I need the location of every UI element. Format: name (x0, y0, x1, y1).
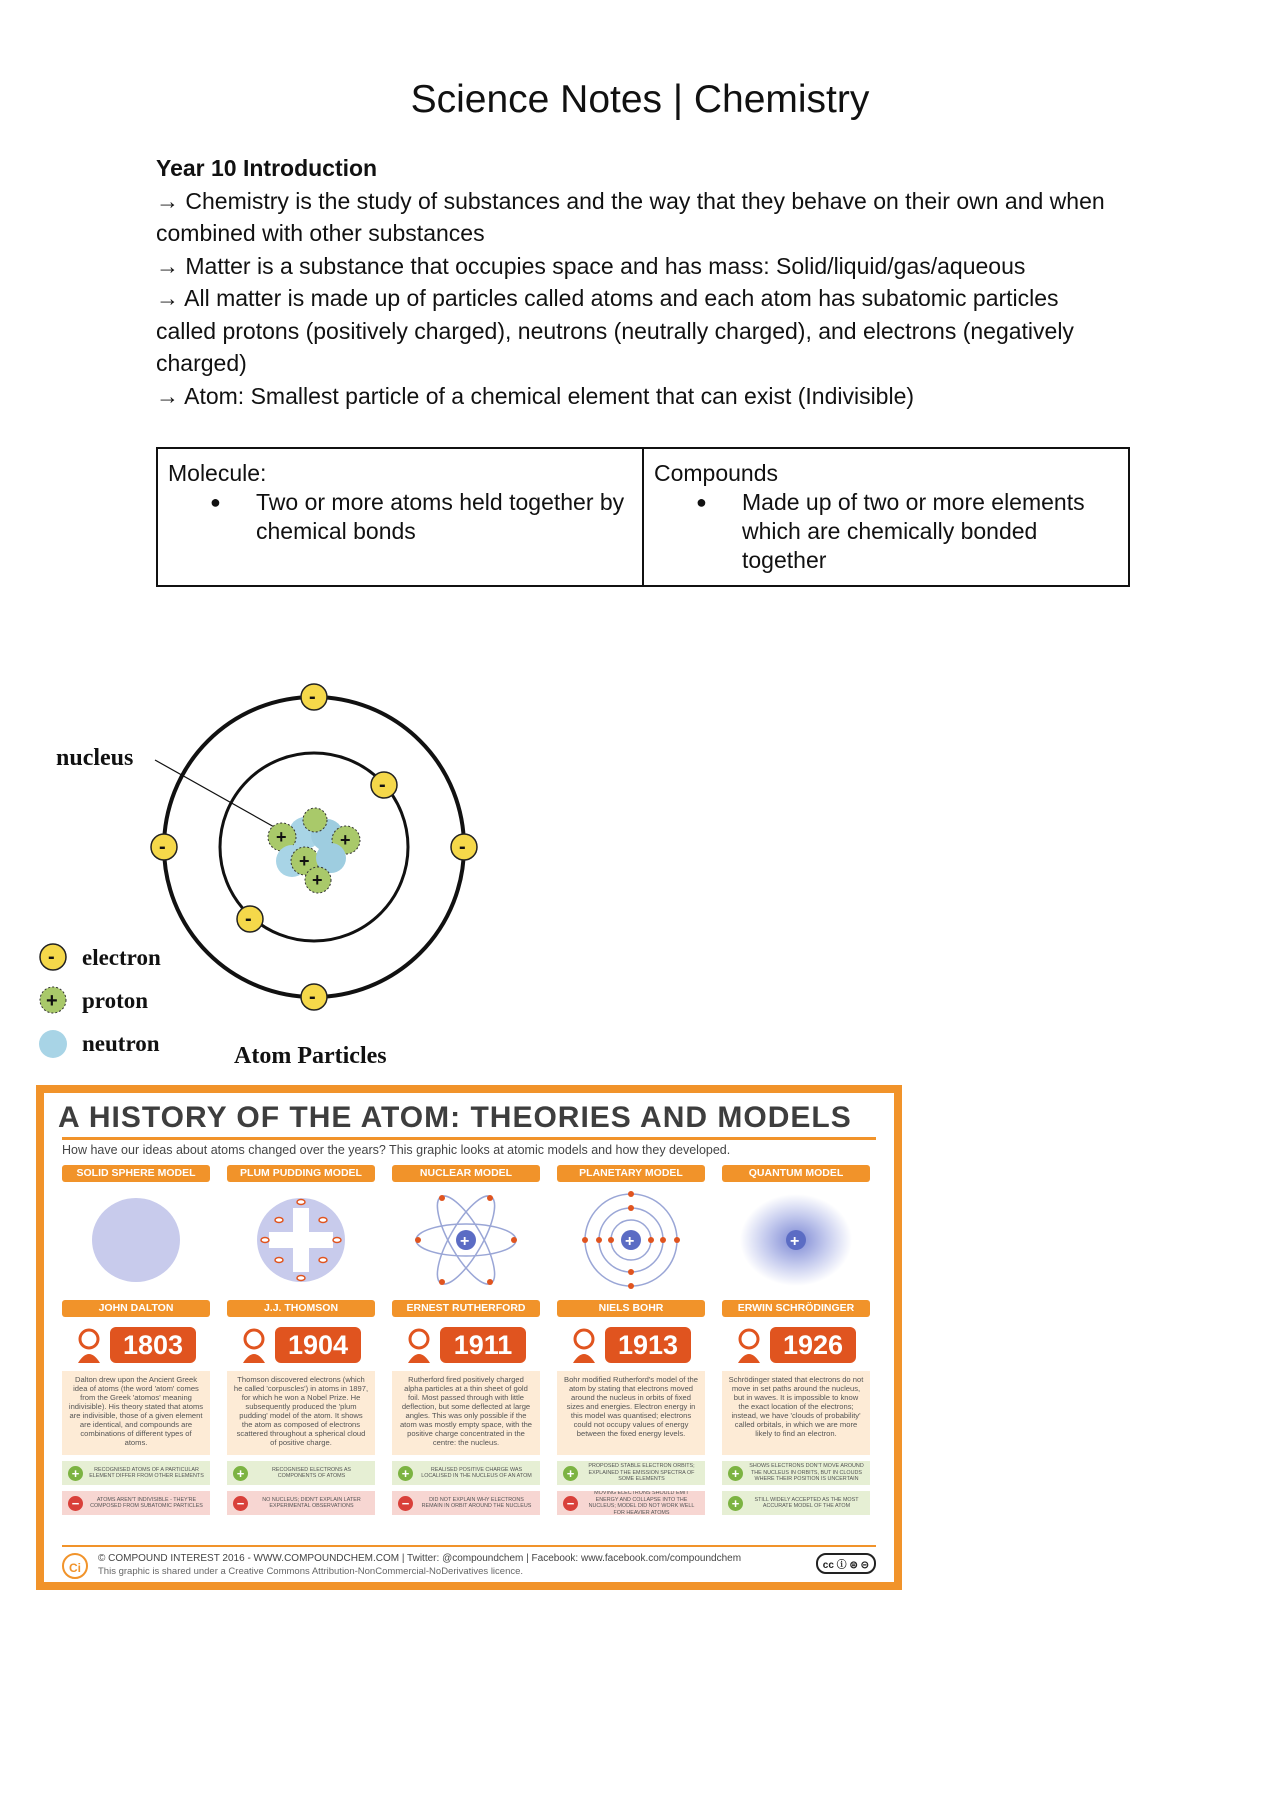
scientist-name: ERNEST RUTHERFORD (392, 1300, 540, 1317)
nucleus-label: nucleus (56, 745, 134, 771)
minus-icon: − (563, 1496, 578, 1511)
plus-icon: + (728, 1466, 743, 1481)
notes-section (156, 152, 1116, 412)
legend-neutron-swatch (39, 1030, 67, 1058)
model-pro (557, 1461, 705, 1485)
model-pro (722, 1491, 870, 1515)
model-name: SOLID SPHERE MODEL (62, 1165, 210, 1182)
scientist-name: JOHN DALTON (62, 1300, 210, 1317)
electron-sign: - (245, 908, 252, 930)
nuclear-model-icon (406, 1190, 526, 1290)
model-column-bohr (557, 1165, 705, 1515)
year-badge: 1913 (605, 1327, 691, 1363)
model-pro (227, 1461, 375, 1485)
poster-credit: © COMPOUND INTEREST 2016 - WWW.COMPOUNDCHEM.COM | Twitter: @compoundchem | Facebook: www.facebook.com/compoundchem (98, 1553, 742, 1564)
scientist-row (722, 1327, 870, 1363)
atom-diagram (30, 675, 500, 1075)
model-name: PLUM PUDDING MODEL (227, 1165, 375, 1182)
plus-icon: + (728, 1496, 743, 1511)
model-con (557, 1491, 705, 1515)
poster-license: This graphic is shared under a Creative Commons Attribution-NonCommercial-NoDerivatives licence. (98, 1566, 524, 1577)
legend-proton-label: proton (82, 988, 149, 1013)
definition-cell-compounds (642, 449, 1128, 585)
atom-legend (39, 944, 387, 1069)
definition-list (654, 488, 1118, 575)
model-pro-text: SHOWS ELECTRONS DON'T MOVE AROUND THE NUCLEUS IN ORBITS, BUT IN CLOUDS WHERE THEIR POSITION IS UNCERTAIN (749, 1463, 864, 1483)
model-column-schrodinger (722, 1165, 870, 1511)
outer-orbit (164, 697, 464, 997)
atom-history-poster (36, 1085, 902, 1590)
arrow-icon: → (156, 252, 179, 279)
electrons (151, 684, 477, 1010)
scientist-name: J.J. THOMSON (227, 1300, 375, 1317)
arrow-icon: → (156, 382, 179, 409)
electron-sign: - (309, 686, 316, 708)
model-pro (392, 1461, 540, 1485)
notes-line (156, 380, 1116, 413)
atom-caption: Atom Particles (234, 1043, 387, 1069)
legend-electron-sign: - (48, 946, 55, 968)
scientist-row (62, 1327, 210, 1363)
electron-sign: - (159, 836, 166, 858)
poster-footer-rule (62, 1545, 876, 1547)
notes-heading: Year 10 Introduction (156, 155, 378, 181)
legend-proton-sign: + (46, 990, 58, 1012)
definition-bullet: ● Two or more atoms held together by chemical bonds (256, 488, 632, 546)
plus-icon: + (68, 1466, 83, 1481)
compound-interest-logo: Ci (62, 1553, 88, 1579)
proton-sign: + (340, 830, 351, 850)
scientist-portrait-icon (241, 1327, 267, 1363)
definition-term: Molecule: (168, 460, 267, 486)
arrow-icon: → (156, 285, 179, 311)
notes-line (156, 282, 1116, 380)
model-description: Rutherford fired positively charged alpha particles at a thin sheet of gold foil. Most passed through with little deflection, but some deflected at large angles. This was only possible if the atom was mostly empty space, with the positive charge concentrated in the centre: the nucleus. (392, 1371, 540, 1455)
model-pro-text: PROPOSED STABLE ELECTRON ORBITS; EXPLAINED THE EMISSION SPECTRA OF SOME ELEMENTS (588, 1463, 695, 1483)
poster-title-rule (62, 1137, 876, 1140)
svg-text:+: + (460, 1233, 470, 1250)
plus-icon: + (563, 1466, 578, 1481)
definition-list (168, 488, 632, 546)
model-description: Bohr modified Rutherford's model of the atom by stating that electrons moved around the nucleus in orbits of fixed sizes and energies. Electron energy in this model was quantised; electrons could not occupy values of energy between the fixed energy levels. (557, 1371, 705, 1455)
electron-sign: - (379, 774, 386, 796)
model-con (392, 1491, 540, 1515)
model-pro-text: STILL WIDELY ACCEPTED AS THE MOST ACCURATE MODEL OF THE ATOM (754, 1496, 859, 1509)
proton (303, 808, 327, 832)
poster-subtitle: How have our ideas about atoms changed over the years? This graphic looks at atomic models and how they developed. (62, 1143, 731, 1157)
model-con-text: ATOMS AREN'T INDIVISIBLE - THEY'RE COMPOSED FROM SUBATOMIC PARTICLES (90, 1496, 203, 1509)
scientist-row (392, 1327, 540, 1363)
model-description: Dalton drew upon the Ancient Greek idea of atoms (the word 'atom' comes from the Greek 'atomos' meaning indivisible). His theory stated that atoms are indivisible, those of a given element are identical, and compounds are combinations of different types of atoms. (62, 1371, 210, 1455)
scientist-portrait-icon (76, 1327, 102, 1363)
scientist-name: ERWIN SCHRÖDINGER (722, 1300, 870, 1317)
model-con-text: MOVING ELECTRONS SHOULD EMIT ENERGY AND COLLAPSE INTO THE NUCLEUS; MODEL DID NOT WORK WELL FOR HEAVIER ATOMS (588, 1491, 695, 1515)
svg-text:+: + (790, 1233, 800, 1250)
notes-line-text: All matter is made up of particles called atoms and each atom has subatomic particles called protons (positively charged), neutrons (neutrally charged), and electrons (negatively charged) (156, 285, 1074, 376)
creative-commons-badge-icon: cc ⓘ ⊜ ⊝ (816, 1553, 876, 1574)
model-con (227, 1491, 375, 1515)
model-con-text: DID NOT EXPLAIN WHY ELECTRONS REMAIN IN ORBIT AROUND THE NUCLEUS (421, 1496, 532, 1509)
notes-line-text: Matter is a substance that occupies space and has mass: Solid/liquid/gas/aqueous (185, 252, 1026, 279)
minus-icon: − (233, 1496, 248, 1511)
year-badge: 1911 (440, 1327, 526, 1363)
year-badge: 1803 (110, 1327, 196, 1363)
model-con-text: NO NUCLEUS; DIDN'T EXPLAIN LATER EXPERIMENTAL OBSERVATIONS (262, 1496, 361, 1509)
minus-icon: − (68, 1496, 83, 1511)
notes-line-text: Atom: Smallest particle of a chemical element that can exist (Indivisible) (184, 382, 915, 409)
plum-pudding-model-icon (241, 1190, 361, 1290)
year-badge: 1904 (275, 1327, 361, 1363)
model-column-dalton (62, 1165, 210, 1511)
minus-icon: − (398, 1496, 413, 1511)
year-badge: 1926 (770, 1327, 856, 1363)
model-pro-text: RECOGNISED ELECTRONS AS COMPONENTS OF ATOMS (271, 1466, 352, 1479)
model-column-thomson (227, 1165, 375, 1511)
notes-line-text: Chemistry is the study of substances and the way that they behave on their own and when combined with other substances (156, 187, 1105, 246)
page-title: Science Notes | Chemistry (410, 78, 870, 121)
quantum-model-icon (736, 1190, 856, 1290)
scientist-portrait-icon (571, 1327, 597, 1363)
definitions-table (156, 447, 1130, 587)
model-con (62, 1491, 210, 1515)
definition-bullet: ● Made up of two or more elements which are chemically bonded together (742, 488, 1118, 575)
solid-sphere-model-icon (76, 1190, 196, 1290)
definition-cell-molecule (158, 449, 642, 585)
model-pro-text: REALISED POSITIVE CHARGE WAS LOCALISED IN THE NUCLEUS OF AN ATOM (421, 1466, 532, 1479)
model-pro (62, 1461, 210, 1485)
plus-icon: + (398, 1466, 413, 1481)
model-column-rutherford (392, 1165, 540, 1511)
scientist-name: NIELS BOHR (557, 1300, 705, 1317)
model-name: NUCLEAR MODEL (392, 1165, 540, 1182)
model-description: Thomson discovered electrons (which he called 'corpuscles') in atoms in 1897, for which he won a Nobel Prize. He subsequently produced the 'plum pudding' model of the atom. It shows the atom as composed of electrons scattered throughout a spherical cloud of positive charge. (227, 1371, 375, 1455)
electron-sign: - (309, 986, 316, 1008)
proton-sign: + (312, 870, 323, 890)
plus-icon: + (233, 1466, 248, 1481)
model-name: QUANTUM MODEL (722, 1165, 870, 1182)
planetary-model-icon (571, 1190, 691, 1290)
poster-title: A HISTORY OF THE ATOM: THEORIES AND MODELS (58, 1101, 852, 1134)
notes-line (156, 185, 1116, 250)
model-pro (722, 1461, 870, 1485)
legend-electron-label: electron (82, 945, 161, 970)
legend-neutron-label: neutron (82, 1031, 160, 1056)
scientist-portrait-icon (736, 1327, 762, 1363)
proton-sign: + (276, 827, 287, 847)
svg-text:+: + (625, 1233, 635, 1250)
proton-sign: + (299, 851, 310, 871)
electron-sign: - (459, 836, 466, 858)
definition-term: Compounds (654, 460, 779, 486)
model-name: PLANETARY MODEL (557, 1165, 705, 1182)
scientist-row (227, 1327, 375, 1363)
model-pro-text: RECOGNISED ATOMS OF A PARTICULAR ELEMENT DIFFER FROM OTHER ELEMENTS (89, 1466, 204, 1479)
model-description: Schrödinger stated that electrons do not move in set paths around the nucleus, but in waves. It is impossible to know the exact location of the electrons; instead, we have 'clouds of probability' called orbitals, in which we are more likely to find an electron. (722, 1371, 870, 1455)
nucleus (268, 808, 360, 893)
poster-footer (62, 1551, 876, 1581)
arrow-icon: → (156, 187, 179, 214)
scientist-row (557, 1327, 705, 1363)
scientist-portrait-icon (406, 1327, 432, 1363)
notes-line (156, 250, 1116, 283)
